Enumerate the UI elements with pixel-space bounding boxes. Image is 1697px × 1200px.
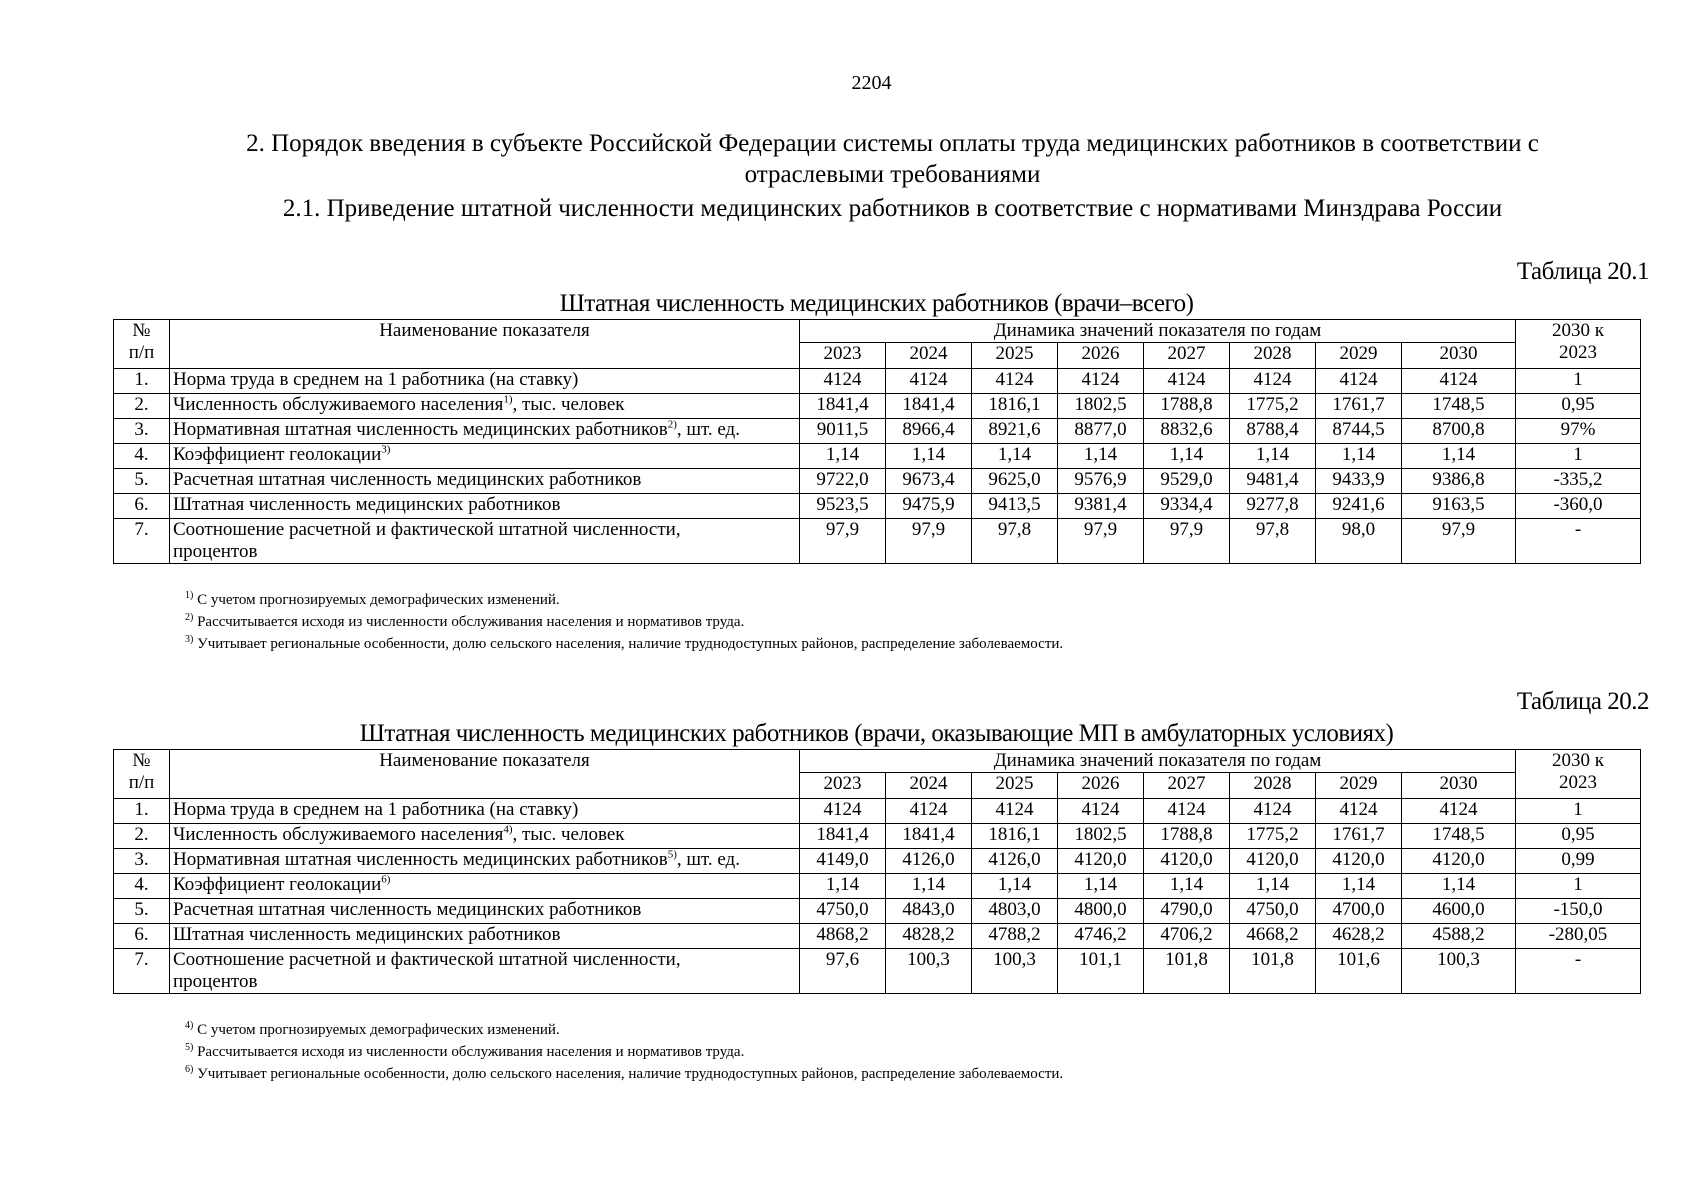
- header-year: 2028: [1230, 773, 1316, 799]
- footnotes: [185, 1019, 1063, 1085]
- value-cell: 4120,0: [1058, 849, 1144, 874]
- section-heading-line-1: 2. Порядок введения в субъекте Российской Федерации системы оплаты труда медицинских работников в соответствии с: [246, 130, 1539, 157]
- value-cell: 97,6: [800, 949, 886, 994]
- row-indicator-name: [170, 369, 800, 394]
- footnote-mark: 5): [185, 1042, 194, 1053]
- value-cell: 1748,5: [1402, 824, 1516, 849]
- footnote-text: Учитывает региональные особенности, долю сельского населения, наличие труднодоступных районов, распределение заболеваемости.: [193, 636, 1064, 652]
- header-dynamics: Динамика значений показателя по годам: [800, 320, 1516, 343]
- value-cell: 1788,8: [1144, 824, 1230, 849]
- table-row: [114, 899, 1641, 924]
- row-number: 3.: [114, 419, 170, 444]
- value-cell: 1,14: [1144, 444, 1230, 469]
- header-ratio-line-2: 2023: [1559, 342, 1598, 363]
- footnote-ref: 2): [667, 418, 677, 431]
- value-cell: 1,14: [886, 444, 972, 469]
- value-cell: 4124: [800, 799, 886, 824]
- footnote: [185, 633, 1063, 655]
- header-num-line-1: №: [132, 320, 151, 341]
- value-cell: 1761,7: [1316, 394, 1402, 419]
- indicator-name-text: Численность обслуживаемого населения: [173, 394, 504, 415]
- footnote: [185, 1041, 1063, 1063]
- value-cell: 8832,6: [1144, 419, 1230, 444]
- value-cell: 4588,2: [1402, 924, 1516, 949]
- header-ratio: [1516, 320, 1641, 369]
- table-row: [114, 849, 1641, 874]
- value-cell: 101,8: [1230, 949, 1316, 994]
- footnote-mark: 2): [185, 612, 194, 623]
- footnote-ref: 3): [381, 443, 391, 456]
- value-cell: 101,8: [1144, 949, 1230, 994]
- value-cell: 4124: [800, 369, 886, 394]
- row-indicator-name: [170, 494, 800, 519]
- value-cell: 4124: [972, 799, 1058, 824]
- header-year: 2027: [1144, 343, 1230, 369]
- header-year: 2027: [1144, 773, 1230, 799]
- value-cell: 97,9: [800, 519, 886, 564]
- value-cell: 8921,6: [972, 419, 1058, 444]
- value-cell: 1802,5: [1058, 824, 1144, 849]
- value-cell: 9381,4: [1058, 494, 1144, 519]
- footnote-mark: 3): [185, 634, 194, 645]
- value-cell: 1748,5: [1402, 394, 1516, 419]
- header-year: 2026: [1058, 343, 1144, 369]
- header-year: 2026: [1058, 773, 1144, 799]
- value-cell: 8788,4: [1230, 419, 1316, 444]
- value-cell: 4600,0: [1402, 899, 1516, 924]
- header-indicator-name: Наименование показателя: [170, 320, 800, 369]
- value-cell: 98,0: [1316, 519, 1402, 564]
- header-year: 2030: [1402, 773, 1516, 799]
- value-cell: 4124: [1316, 369, 1402, 394]
- indicator-name-text: Нормативная штатная численность медицинских работников: [173, 419, 668, 440]
- row-indicator-name: [170, 444, 800, 469]
- header-num: [114, 750, 170, 799]
- row-number: 3.: [114, 849, 170, 874]
- value-cell: 4124: [1144, 799, 1230, 824]
- header-num-line-1: №: [132, 750, 151, 771]
- footnote-ref: 5): [667, 848, 677, 861]
- value-cell: 1,14: [800, 874, 886, 899]
- header-year: 2029: [1316, 343, 1402, 369]
- value-cell: 1,14: [800, 444, 886, 469]
- value-cell: 9241,6: [1316, 494, 1402, 519]
- row-indicator-name: [170, 949, 800, 994]
- value-cell: 97,8: [972, 519, 1058, 564]
- indicator-name-text: Штатная численность медицинских работников: [173, 924, 561, 945]
- value-cell: 100,3: [886, 949, 972, 994]
- value-cell: 8700,8: [1402, 419, 1516, 444]
- value-cell: 4843,0: [886, 899, 972, 924]
- value-cell: 4706,2: [1144, 924, 1230, 949]
- value-cell: 9523,5: [800, 494, 886, 519]
- footnotes: [185, 589, 1063, 655]
- indicator-unit: , шт. ед.: [676, 849, 740, 870]
- header-year: 2025: [972, 343, 1058, 369]
- value-cell: 9673,4: [886, 469, 972, 494]
- ratio-cell: -150,0: [1516, 899, 1641, 924]
- value-cell: 4790,0: [1144, 899, 1230, 924]
- value-cell: 101,6: [1316, 949, 1402, 994]
- section-heading-line-2: отраслевыми требованиями: [744, 161, 1041, 188]
- footnote-text: Рассчитывается исходя из численности обслуживания населения и нормативов труда.: [193, 1044, 745, 1060]
- footnote-text: Рассчитывается исходя из численности обслуживания населения и нормативов труда.: [193, 614, 745, 630]
- table-row: [114, 369, 1641, 394]
- data-table: [113, 749, 1641, 994]
- value-cell: 97,9: [1144, 519, 1230, 564]
- row-number: 1.: [114, 369, 170, 394]
- value-cell: 8966,4: [886, 419, 972, 444]
- value-cell: 9011,5: [800, 419, 886, 444]
- value-cell: 8744,5: [1316, 419, 1402, 444]
- value-cell: 4124: [1058, 799, 1144, 824]
- row-number: 2.: [114, 824, 170, 849]
- header-year: 2030: [1402, 343, 1516, 369]
- value-cell: 9722,0: [800, 469, 886, 494]
- value-cell: 1,14: [1058, 874, 1144, 899]
- ratio-cell: -360,0: [1516, 494, 1641, 519]
- row-number: 7.: [114, 519, 170, 564]
- header-year: 2028: [1230, 343, 1316, 369]
- value-cell: 4668,2: [1230, 924, 1316, 949]
- row-indicator-name: [170, 874, 800, 899]
- value-cell: 9433,9: [1316, 469, 1402, 494]
- footnote-mark: 1): [185, 590, 194, 601]
- value-cell: 9475,9: [886, 494, 972, 519]
- indicator-name-text: Численность обслуживаемого населения: [173, 824, 504, 845]
- row-indicator-name: [170, 824, 800, 849]
- table-number-label: Таблица 20.2: [1516, 688, 1649, 715]
- value-cell: 9529,0: [1144, 469, 1230, 494]
- table-row: [114, 494, 1641, 519]
- table-row: [114, 799, 1641, 824]
- subsection-heading: 2.1. Приведение штатной численности медицинских работников в соответствие с нормативами Минздрава России: [282, 195, 1503, 222]
- header-year: 2024: [886, 773, 972, 799]
- row-indicator-name: [170, 799, 800, 824]
- value-cell: 1841,4: [886, 824, 972, 849]
- section-heading: [120, 128, 1665, 190]
- indicator-name-text: Норма труда в среднем на 1 работника (на ставку): [173, 799, 579, 820]
- footnote-ref: 4): [503, 823, 513, 836]
- value-cell: 4120,0: [1316, 849, 1402, 874]
- header-indicator-name: Наименование показателя: [170, 750, 800, 799]
- header-ratio: [1516, 750, 1641, 799]
- value-cell: 4868,2: [800, 924, 886, 949]
- ratio-cell: 1: [1516, 369, 1641, 394]
- row-indicator-name: [170, 924, 800, 949]
- indicator-unit: , тыс. человек: [512, 394, 625, 415]
- footnote: [185, 1063, 1063, 1085]
- value-cell: 1,14: [1316, 444, 1402, 469]
- value-cell: 97,9: [1402, 519, 1516, 564]
- header-num-line-2: п/п: [128, 772, 155, 793]
- indicator-name-text: Норма труда в среднем на 1 работника (на ставку): [173, 369, 579, 390]
- indicator-unit: , шт. ед.: [676, 419, 740, 440]
- value-cell: 4124: [1316, 799, 1402, 824]
- value-cell: 1775,2: [1230, 824, 1316, 849]
- value-cell: 1,14: [886, 874, 972, 899]
- value-cell: 97,8: [1230, 519, 1316, 564]
- value-cell: 4124: [1058, 369, 1144, 394]
- header-num: [114, 320, 170, 369]
- indicator-name-text: Нормативная штатная численность медицинских работников: [173, 849, 668, 870]
- header-row: [114, 750, 1641, 773]
- row-indicator-name: [170, 394, 800, 419]
- indicator-name-text: Расчетная штатная численность медицинских работников: [173, 469, 642, 490]
- table-row: [114, 924, 1641, 949]
- value-cell: 4124: [886, 369, 972, 394]
- value-cell: 1841,4: [800, 824, 886, 849]
- footnote-ref: 6): [381, 873, 391, 886]
- value-cell: 1,14: [972, 444, 1058, 469]
- value-cell: 4124: [1402, 799, 1516, 824]
- table-row: [114, 419, 1641, 444]
- value-cell: 1761,7: [1316, 824, 1402, 849]
- value-cell: 4126,0: [886, 849, 972, 874]
- value-cell: 9625,0: [972, 469, 1058, 494]
- value-cell: 1841,4: [886, 394, 972, 419]
- row-indicator-name: [170, 899, 800, 924]
- value-cell: 8877,0: [1058, 419, 1144, 444]
- value-cell: 4750,0: [1230, 899, 1316, 924]
- value-cell: 97,9: [1058, 519, 1144, 564]
- value-cell: 4788,2: [972, 924, 1058, 949]
- value-cell: 4120,0: [1230, 849, 1316, 874]
- footnote: [185, 589, 1063, 611]
- value-cell: 4126,0: [972, 849, 1058, 874]
- ratio-cell: -280,05: [1516, 924, 1641, 949]
- value-cell: 101,1: [1058, 949, 1144, 994]
- row-number: 1.: [114, 799, 170, 824]
- indicator-name-text: Коэффициент геолокации: [173, 444, 382, 465]
- row-indicator-name: [170, 849, 800, 874]
- value-cell: 1802,5: [1058, 394, 1144, 419]
- footnote-mark: 4): [185, 1020, 194, 1031]
- value-cell: 1816,1: [972, 394, 1058, 419]
- row-number: 6.: [114, 494, 170, 519]
- value-cell: 1,14: [1230, 444, 1316, 469]
- value-cell: 9163,5: [1402, 494, 1516, 519]
- value-cell: 4800,0: [1058, 899, 1144, 924]
- value-cell: 4124: [886, 799, 972, 824]
- header-row: [114, 320, 1641, 343]
- footnote-text: Учитывает региональные особенности, долю сельского населения, наличие труднодоступных районов, распределение заболеваемости.: [193, 1066, 1064, 1082]
- value-cell: 9277,8: [1230, 494, 1316, 519]
- header-year: 2029: [1316, 773, 1402, 799]
- ratio-cell: -: [1516, 519, 1641, 564]
- row-number: 4.: [114, 444, 170, 469]
- row-number: 7.: [114, 949, 170, 994]
- value-cell: 1,14: [1058, 444, 1144, 469]
- ratio-cell: -: [1516, 949, 1641, 994]
- page-number: 2204: [851, 72, 892, 94]
- table-title: Штатная численность медицинских работников (врачи–всего): [559, 290, 1194, 317]
- header-ratio-line-1: 2030 к: [1552, 750, 1605, 771]
- value-cell: 4124: [1230, 369, 1316, 394]
- data-table: [113, 319, 1641, 564]
- row-indicator-name: [170, 519, 800, 564]
- header-year: 2023: [800, 343, 886, 369]
- value-cell: 1,14: [1316, 874, 1402, 899]
- indicator-name-text: Штатная численность медицинских работников: [173, 494, 561, 515]
- value-cell: 100,3: [1402, 949, 1516, 994]
- value-cell: 1,14: [1402, 874, 1516, 899]
- value-cell: 1,14: [1144, 874, 1230, 899]
- footnote-mark: 6): [185, 1064, 194, 1075]
- value-cell: 4700,0: [1316, 899, 1402, 924]
- row-number: 6.: [114, 924, 170, 949]
- row-number: 4.: [114, 874, 170, 899]
- header-num-line-2: п/п: [128, 342, 155, 363]
- header-year: 2025: [972, 773, 1058, 799]
- footnote-ref: 1): [503, 393, 513, 406]
- ratio-cell: 1: [1516, 799, 1641, 824]
- ratio-cell: 1: [1516, 874, 1641, 899]
- value-cell: 1788,8: [1144, 394, 1230, 419]
- indicator-unit: , тыс. человек: [512, 824, 625, 845]
- indicator-name-text: Расчетная штатная численность медицинских работников: [173, 899, 642, 920]
- value-cell: 1816,1: [972, 824, 1058, 849]
- indicator-name-text-line-2: процентов: [173, 541, 258, 562]
- table-row: [114, 444, 1641, 469]
- value-cell: 1775,2: [1230, 394, 1316, 419]
- value-cell: 4120,0: [1402, 849, 1516, 874]
- value-cell: 4124: [1230, 799, 1316, 824]
- value-cell: 1,14: [972, 874, 1058, 899]
- table-row: [114, 874, 1641, 899]
- header-dynamics: Динамика значений показателя по годам: [800, 750, 1516, 773]
- indicator-name-text: Коэффициент геолокации: [173, 874, 382, 895]
- value-cell: 4628,2: [1316, 924, 1402, 949]
- footnote-text: С учетом прогнозируемых демографических изменений.: [193, 592, 560, 608]
- header-ratio-line-2: 2023: [1559, 772, 1598, 793]
- value-cell: 4124: [972, 369, 1058, 394]
- row-number: 5.: [114, 469, 170, 494]
- value-cell: 97,9: [886, 519, 972, 564]
- value-cell: 4149,0: [800, 849, 886, 874]
- row-indicator-name: [170, 419, 800, 444]
- table-row: [114, 824, 1641, 849]
- footnote: [185, 1019, 1063, 1041]
- value-cell: 100,3: [972, 949, 1058, 994]
- row-number: 5.: [114, 899, 170, 924]
- indicator-name-text-line-2: процентов: [173, 971, 258, 992]
- footnote-text: С учетом прогнозируемых демографических изменений.: [193, 1022, 560, 1038]
- ratio-cell: 0,95: [1516, 824, 1641, 849]
- row-number: 2.: [114, 394, 170, 419]
- value-cell: 1,14: [1230, 874, 1316, 899]
- table-title: Штатная численность медицинских работников (врачи, оказывающие МП в амбулаторных условиях): [359, 720, 1394, 747]
- value-cell: 4828,2: [886, 924, 972, 949]
- header-year: 2024: [886, 343, 972, 369]
- ratio-cell: -335,2: [1516, 469, 1641, 494]
- indicator-name-text: Соотношение расчетной и фактической штатной численности,: [173, 949, 681, 970]
- footnote: [185, 611, 1063, 633]
- value-cell: 4750,0: [800, 899, 886, 924]
- value-cell: 1,14: [1402, 444, 1516, 469]
- indicator-name-text: Соотношение расчетной и фактической штатной численности,: [173, 519, 681, 540]
- table-number-label: Таблица 20.1: [1516, 258, 1649, 285]
- row-indicator-name: [170, 469, 800, 494]
- value-cell: 4803,0: [972, 899, 1058, 924]
- value-cell: 4124: [1402, 369, 1516, 394]
- ratio-cell: 0,95: [1516, 394, 1641, 419]
- ratio-cell: 1: [1516, 444, 1641, 469]
- value-cell: 4746,2: [1058, 924, 1144, 949]
- ratio-cell: 97%: [1516, 419, 1641, 444]
- value-cell: 9576,9: [1058, 469, 1144, 494]
- value-cell: 1841,4: [800, 394, 886, 419]
- header-year: 2023: [800, 773, 886, 799]
- header-ratio-line-1: 2030 к: [1552, 320, 1605, 341]
- table-row: [114, 519, 1641, 564]
- table-row: [114, 469, 1641, 494]
- value-cell: 9386,8: [1402, 469, 1516, 494]
- table-row: [114, 949, 1641, 994]
- value-cell: 4120,0: [1144, 849, 1230, 874]
- ratio-cell: 0,99: [1516, 849, 1641, 874]
- value-cell: 9413,5: [972, 494, 1058, 519]
- value-cell: 9334,4: [1144, 494, 1230, 519]
- value-cell: 9481,4: [1230, 469, 1316, 494]
- table-row: [114, 394, 1641, 419]
- value-cell: 4124: [1144, 369, 1230, 394]
